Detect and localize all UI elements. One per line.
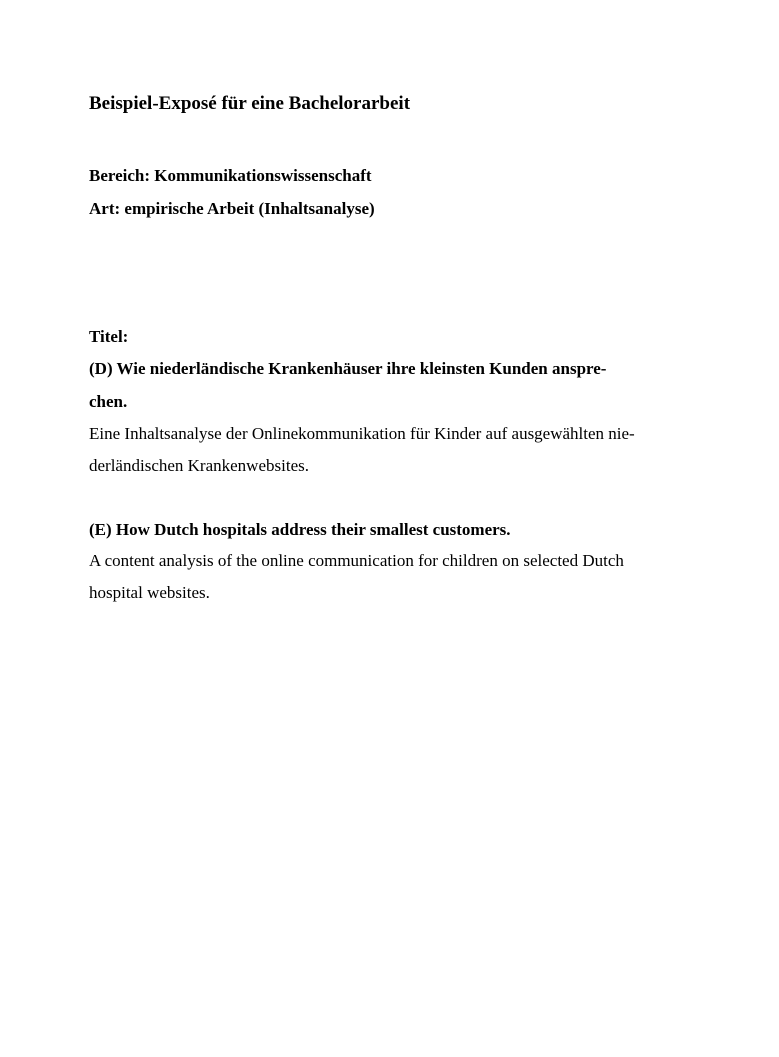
- german-title-line-2: chen.: [89, 392, 128, 411]
- english-subtitle-line-1: A content analysis of the online communication for children on selected Dutch: [89, 551, 624, 570]
- german-subtitle-line-2: derländischen Krankenwebsites.: [89, 456, 309, 475]
- german-title-line-1: (D) Wie niederländische Krankenhäuser ihre kleinsten Kunden anspre-: [89, 359, 607, 378]
- titel-heading: Titel:: [89, 327, 129, 346]
- english-subtitle-line-2: hospital websites.: [89, 583, 210, 602]
- german-subtitle-line-1: Eine Inhaltsanalyse der Onlinekommunikation für Kinder auf ausgewählten nie-: [89, 424, 635, 443]
- field-art: Art: empirische Arbeit (Inhaltsanalyse): [89, 199, 375, 218]
- document-title: Beispiel-Exposé für eine Bachelorarbeit: [89, 93, 411, 114]
- field-bereich: Bereich: Kommunikationswissenschaft: [89, 166, 372, 185]
- english-title: (E) How Dutch hospitals address their smallest customers.: [89, 520, 511, 539]
